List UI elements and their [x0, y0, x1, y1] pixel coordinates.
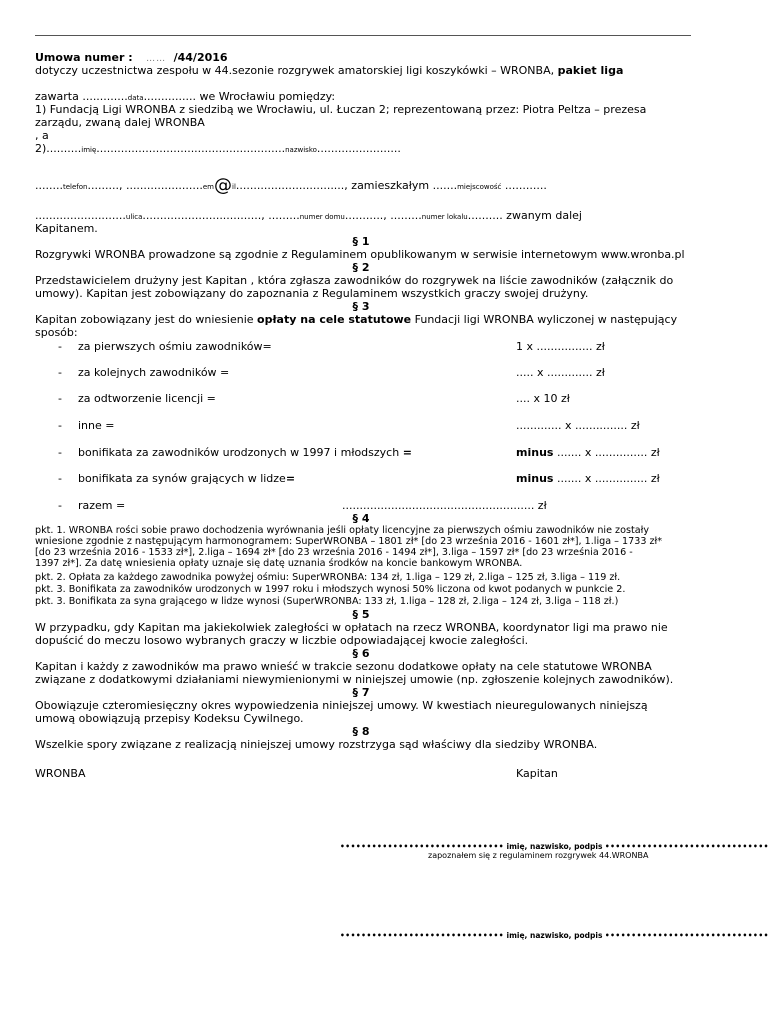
- fee-label-text: bonifikata za synów grających w lidze: [78, 472, 286, 485]
- total-value: ....................................................... zł: [342, 499, 547, 512]
- party1-line2: zarządu, zwaną dalej WRONBA: [35, 116, 205, 129]
- house-caption: numer domu: [299, 213, 345, 221]
- s3-text-bold: opłaty na cele statutowe: [257, 313, 412, 326]
- name-blank-c: ........................: [316, 142, 401, 155]
- street-caption: ulica: [125, 213, 143, 221]
- date-caption: data: [127, 94, 144, 102]
- email-blank: ..............................., zamieszkałym .......: [235, 179, 458, 192]
- section-5-line2: dopuścić do meczu losowo wybranych graczy w liczbie odpowiadającej kwocie zaległości.: [35, 634, 529, 647]
- signature-caption: imię, nazwisko, podpis: [506, 931, 603, 940]
- section-7-heading: § 7: [352, 686, 370, 699]
- section-8-heading: § 8: [352, 725, 370, 738]
- section-3-line1: [35, 313, 677, 326]
- note-line: pkt. 2. Opłata za każdego zawodnika powyżej ośmiu: SuperWRONBA: 134 zł, 1.liga – 129 zł, 2.liga – 125 zł, 3.liga – 119 zł.: [35, 572, 621, 583]
- s3-text-a: Kapitan zobowiązany jest do wniesienie: [35, 313, 254, 326]
- fee-label: za kolejnych zawodników =: [78, 366, 230, 379]
- fee-value: ............. x ............... zł: [516, 419, 640, 432]
- fee-label-text: bonifikata za zawodników urodzonych w 1997 i młodszych: [78, 446, 400, 459]
- phone-caption: telefon: [62, 183, 88, 191]
- date-blank-start: zawarta .............: [35, 90, 128, 103]
- section-6-line2: związane z dodatkowymi działaniami niewymienionymi w niniejszej umowie (np. zgłoszenie kolejnych zawodników).: [35, 673, 674, 686]
- section-7-line2: umową obowiązują przepisy Kodeksu Cywilnego.: [35, 712, 304, 725]
- section-2-heading: § 2: [352, 261, 370, 274]
- s3-text-c: Fundacji ligi WRONBA wyliczonej w następujący: [414, 313, 678, 326]
- signature-dots-right: •••••••••••••••••••••••••••••••: [604, 842, 769, 851]
- dash-bullet: -: [58, 392, 62, 405]
- note-line: 1397 zł*]. Za datę wniesienia opłaty uznaje się datę uznania środków na koncie bankowym WRONBA.: [35, 558, 523, 569]
- party1-line1: 1) Fundacją Ligi WRONBA z siedzibą we Wrocławiu, ul. Łuczan 2; reprezentowaną przez: Piotra Peltza – prezesa: [35, 103, 647, 116]
- dash-bullet: -: [58, 472, 62, 485]
- name-caption: imię: [81, 146, 97, 154]
- flat-blank: .......... zwanym dalej: [467, 209, 582, 222]
- address-line: [35, 209, 582, 224]
- section-5-line1: W przypadku, gdy Kapitan ma jakiekolwiek zaległości w opłatach na rzecz WRONBA, koordynator ligi ma prawo nie: [35, 621, 668, 634]
- fee-value: [516, 472, 660, 485]
- city-blank: ............: [501, 179, 547, 192]
- total-label: razem =: [78, 499, 126, 512]
- contact-line: [35, 175, 547, 196]
- name-blank-a: 2)..........: [35, 142, 82, 155]
- fee-value: 1 x ................ zł: [516, 340, 605, 353]
- section-1-heading: § 1: [352, 235, 370, 248]
- fee-label: [78, 472, 295, 485]
- section-2-line2: umowy). Kapitan jest zobowiązany do zapoznania z Regulaminem wszystkich graczy swojej drużyny.: [35, 287, 589, 300]
- section-2-line1: Przedstawicielem drużyny jest Kapitan , która zgłasza zawodników do rozgrywek na liście zawodników (załącznik do: [35, 274, 674, 287]
- and-line: , a: [35, 129, 49, 142]
- regulations-acknowledgement: zapoznałem się z regulaminem rozgrywek 44.WRONBA: [428, 851, 649, 860]
- flat-caption: numer lokalu: [421, 213, 468, 221]
- contract-label: Umowa numer :: [35, 51, 133, 64]
- second-signature-line: [340, 929, 769, 942]
- section-1-text: Rozgrywki WRONBA prowadzone są zgodnie z Regulaminem opublikowanym w serwisie internetowym www.wronba.pl: [35, 248, 685, 261]
- section-8-text: Wszelkie spory związane z realizacją niniejszej umowy rozstrzyga sąd właściwy dla siedziby WRONBA.: [35, 738, 598, 751]
- date-blank-end: ............... we Wrocławiu pomiędzy:: [143, 90, 336, 103]
- fee-label: inne =: [78, 419, 115, 432]
- minus-label: minus: [516, 446, 554, 459]
- signature-dots-right: •••••••••••••••••••••••••••••••: [604, 931, 769, 940]
- captain-signature-label: Kapitan: [516, 767, 558, 780]
- surname-caption: nazwisko: [285, 146, 317, 154]
- party2-name-line: [35, 142, 401, 157]
- fee-label-equals: =: [402, 446, 412, 459]
- email-caption-il: il: [232, 183, 236, 191]
- name-blank-b: ......................................................: [96, 142, 286, 155]
- dash-bullet: -: [58, 499, 62, 512]
- wronba-signature-label: WRONBA: [35, 767, 86, 780]
- dash-bullet: -: [58, 446, 62, 459]
- signature-dots-left: •••••••••••••••••••••••••••••••: [340, 931, 505, 940]
- section-4-heading: § 4: [352, 512, 370, 525]
- fee-value: ..... x ............. zł: [516, 366, 605, 379]
- email-caption-em: em: [202, 183, 215, 191]
- signature-dots-left: •••••••••••••••••••••••••••••••: [340, 842, 505, 851]
- note-line: wniesione zgodnie z następującym harmonogramem: SuperWRONBA – 1801 zł* [do 23 września 2016 - 1601 zł*], 1.liga – 1733 zł*: [35, 536, 663, 547]
- signature-caption: imię, nazwisko, podpis: [506, 842, 603, 851]
- fee-value-text: ....... x ............... zł: [553, 446, 660, 459]
- street-blank-b: .................................., .........: [142, 209, 300, 222]
- phone-blank-a: ........: [35, 179, 63, 192]
- fee-value-text: ....... x ............... zł: [553, 472, 660, 485]
- fee-value: [516, 446, 660, 459]
- captain-line: Kapitanem.: [35, 222, 98, 235]
- section-5-heading: § 5: [352, 608, 370, 621]
- minus-label: minus: [516, 472, 554, 485]
- city-caption: miejscowość: [457, 183, 502, 191]
- at-sign-icon: @: [214, 175, 233, 196]
- dash-bullet: -: [58, 340, 62, 353]
- dash-bullet: -: [58, 366, 62, 379]
- fee-value: .... x 10 zł: [516, 392, 570, 405]
- fee-label: [78, 446, 412, 459]
- section-3-line2: sposób:: [35, 326, 78, 339]
- house-blank: ..........., .........: [344, 209, 422, 222]
- fee-label: za odtworzenie licencji =: [78, 392, 216, 405]
- dash-bullet: -: [58, 419, 62, 432]
- subject-package: pakiet liga: [557, 64, 624, 77]
- section-6-line1: Kapitan i każdy z zawodników ma prawo wnieść w trakcie sezonu dodatkowe opłaty na cele statutowe WRONBA: [35, 660, 652, 673]
- section-6-heading: § 6: [352, 647, 370, 660]
- note-line: pkt. 3. Bonifikata za zawodników urodzonych w 1997 roku i młodszych wynosi 50% liczona od kwot podanych w punkcie 2.: [35, 584, 626, 595]
- contract-number: /44/2016: [173, 51, 228, 64]
- fee-label: za pierwszych ośmiu zawodników=: [78, 340, 272, 353]
- section-3-heading: § 3: [352, 300, 370, 313]
- section-7-line1: Obowiązuje czteromiesięczny okres wypowiedzenia niniejszej umowy. W kwestiach nieuregulowanych niniejszą: [35, 699, 648, 712]
- contract-subject: [35, 64, 623, 77]
- contract-number-blank: ……: [146, 54, 167, 64]
- street-blank-a: ..........................: [35, 209, 126, 222]
- top-divider: [35, 35, 691, 36]
- phone-blank-b: ........., ......................: [87, 179, 203, 192]
- note-line: pkt. 3. Bonifikata za syna grającego w lidze wynosi (SuperWRONBA: 133 zł, 1.liga – 128 zł, 2.liga – 124 zł, 3.liga – 118 zł.): [35, 596, 619, 607]
- fee-label-equals: =: [285, 472, 296, 485]
- subject-text: dotyczy uczestnictwa zespołu w 44.sezonie rozgrywek amatorskiej ligi koszykówki – WRONBA,: [35, 64, 555, 77]
- note-line: [do 23 września 2016 - 1533 zł*], 2.liga – 1694 zł* [do 23 września 2016 - 1494 zł*], 3.liga – 1597 zł* [do 23 września 2016 -: [35, 547, 633, 558]
- note-line: pkt. 1. WRONBA rości sobie prawo dochodzenia wyrównania jeśli opłaty licencyjne za pierwszych ośmiu zawodników nie zostały: [35, 525, 649, 536]
